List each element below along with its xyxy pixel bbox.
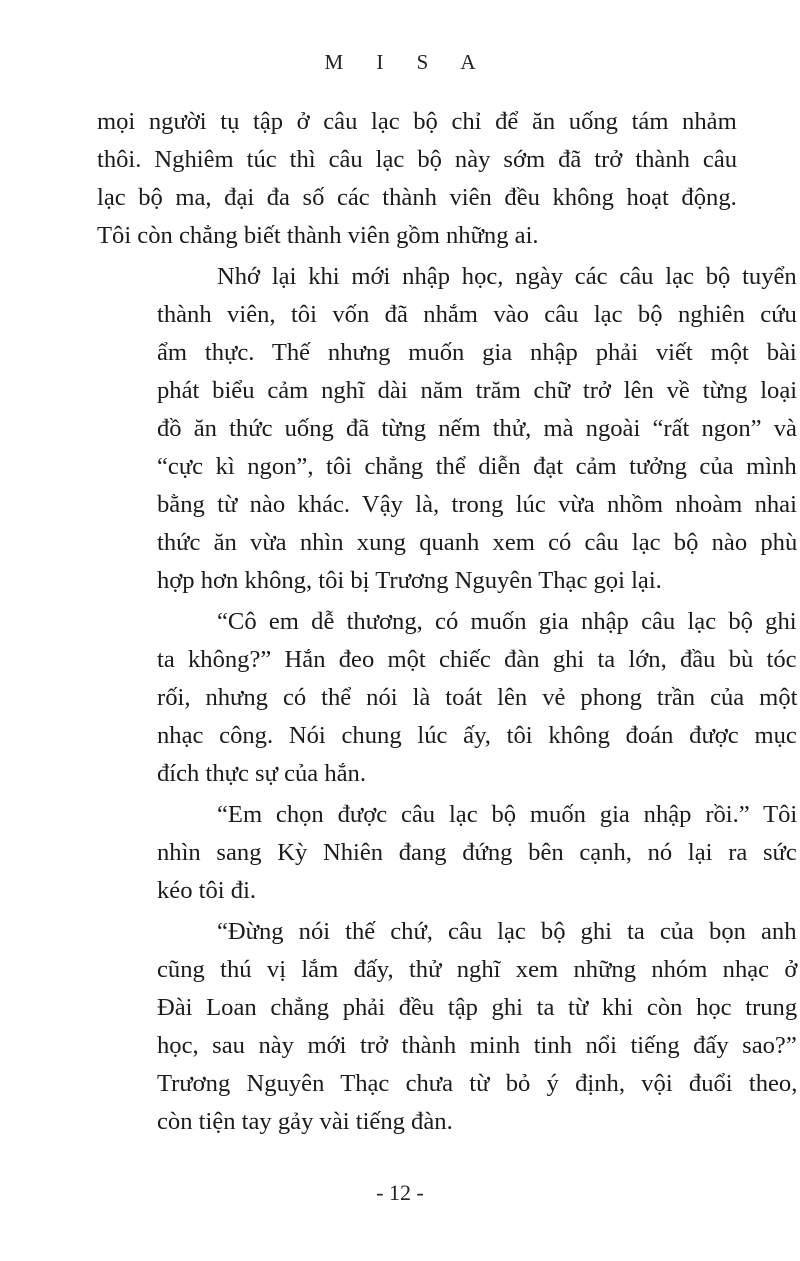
paragraph-5: [97, 913, 798, 1141]
text-line: thức ăn vừa nhìn xung quanh xem có câu lạc bộ nào phù: [157, 529, 798, 556]
text-line: nhạc công. Nói chung lúc ấy, tôi không đoán được mục: [157, 722, 797, 749]
text-line: thôi. Nghiêm túc thì câu lạc bộ này sớm đã trở thành câu: [97, 146, 738, 173]
paragraph-3: [97, 603, 798, 793]
text-line: cũng thú vị lắm đấy, thử nghĩ xem những nhóm nhạc ở: [157, 956, 798, 983]
text-line: phát biểu cảm nghĩ dài năm trăm chữ trở lên về từng loại: [157, 377, 798, 404]
text-line: hợp hơn không, tôi bị Trương Nguyên Thạc gọi lại.: [157, 567, 662, 594]
text-line: Nhớ lại khi mới nhập học, ngày các câu lạc bộ tuyển: [217, 263, 797, 290]
text-line: đích thực sự của hắn.: [157, 760, 366, 787]
text-line: Tôi còn chẳng biết thành viên gồm những ai.: [97, 222, 539, 249]
text-line: còn tiện tay gảy vài tiếng đàn.: [157, 1108, 453, 1135]
text-line: đồ ăn thức uống đã từng nếm thử, mà ngoài “rất ngon” và: [157, 415, 797, 442]
text-line: ta không?” Hắn đeo một chiếc đàn ghi ta lớn, đầu bù tóc: [157, 646, 797, 673]
text-line: thành viên, tôi vốn đã nhắm vào câu lạc bộ nghiên cứu: [157, 301, 797, 328]
running-header: M I S A: [324, 50, 490, 74]
paragraph-2: [97, 258, 798, 600]
paragraph-1: [97, 103, 737, 255]
text-line: “Đừng nói thế chứ, câu lạc bộ ghi ta của bọn anh: [217, 918, 797, 945]
text-line: nhìn sang Kỳ Nhiên đang đứng bên cạnh, nó lại ra sức: [157, 839, 797, 866]
text-line: “Em chọn được câu lạc bộ muốn gia nhập rồi.” Tôi: [217, 801, 798, 828]
text-line: ẩm thực. Thế nhưng muốn gia nhập phải viết một bài: [157, 339, 797, 366]
text-line: “cực kì ngon”, tôi chẳng thể diễn đạt cảm tưởng của mình: [157, 453, 797, 480]
text-line: học, sau này mới trở thành minh tinh nổi tiếng đấy sao?”: [157, 1032, 797, 1059]
page-number: - 12 -: [376, 1180, 424, 1205]
text-line: “Cô em dễ thương, có muốn gia nhập câu lạc bộ ghi: [217, 608, 797, 635]
text-line: Đài Loan chẳng phải đều tập ghi ta từ khi còn học trung: [157, 994, 798, 1021]
text-line: lạc bộ ma, đại đa số các thành viên đều không hoạt động.: [97, 184, 737, 211]
body-text: [97, 103, 798, 1144]
text-line: mọi người tụ tập ở câu lạc bộ chỉ để ăn uống tám nhảm: [97, 108, 737, 135]
paragraph-4: [97, 796, 798, 910]
text-line: kéo tôi đi.: [157, 877, 257, 904]
text-line: bằng từ nào khác. Vậy là, trong lúc vừa nhồm nhoàm nhai: [157, 491, 797, 518]
text-line: Trương Nguyên Thạc chưa từ bỏ ý định, vội đuổi theo,: [157, 1070, 798, 1097]
text-line: rối, nhưng có thể nói là toát lên vẻ phong trần của một: [157, 684, 798, 711]
